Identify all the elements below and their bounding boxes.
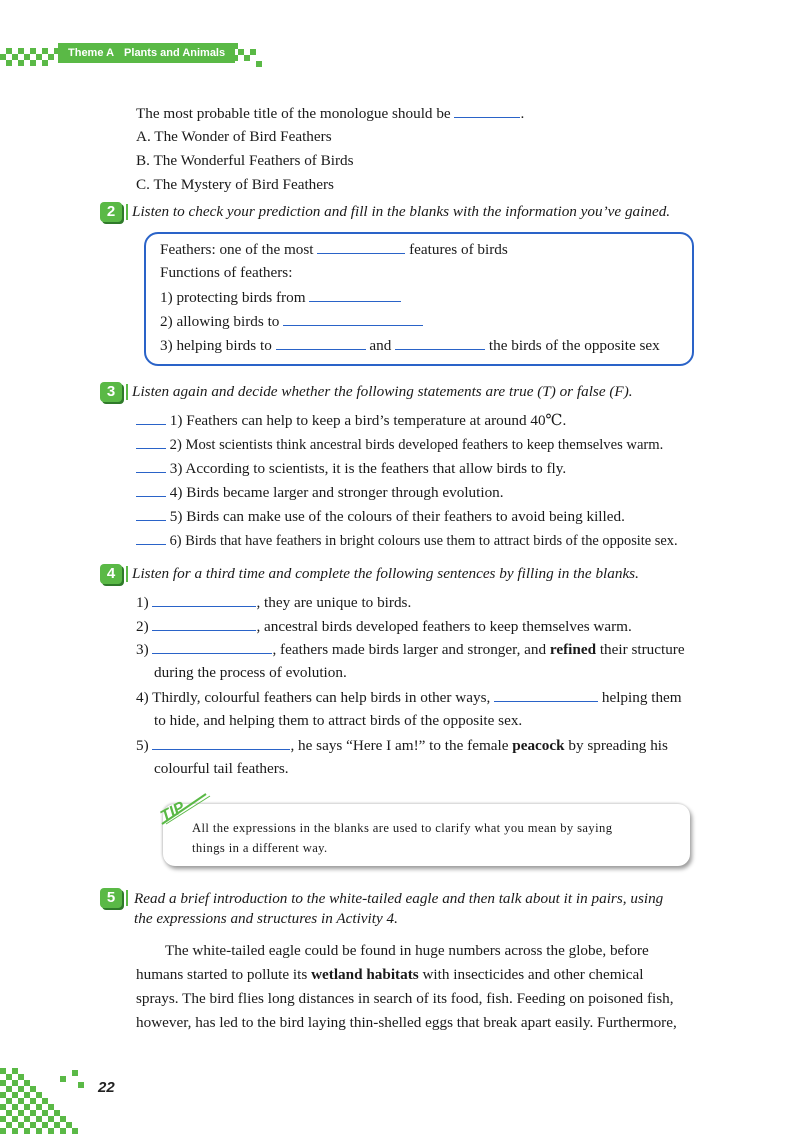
blank-s2[interactable] bbox=[152, 616, 256, 631]
activity-4-instruction: Listen for a third time and complete the following sentences by filling in the blanks. bbox=[132, 565, 639, 582]
activity-5-instruction-2: the expressions and structures in Activity 4. bbox=[134, 910, 398, 927]
statement-3: 3) According to scientists, it is the feathers that allow birds to fly. bbox=[136, 458, 566, 479]
paragraph-line-1: The white-tailed eagle could be found in huge numbers across the globe, before bbox=[165, 942, 649, 959]
footer-checker-pattern bbox=[0, 1062, 96, 1138]
statement-1: 1) Feathers can help to keep a bird’s temperature at around 40℃. bbox=[136, 410, 566, 431]
blank-help-2[interactable] bbox=[395, 335, 485, 350]
box-line-5: 3) helping birds to and the birds of the opposite sex bbox=[160, 337, 660, 354]
intro-option-c: C. The Mystery of Bird Feathers bbox=[136, 176, 334, 193]
paragraph-line-2: humans started to pollute its wetland habitats with insecticides and other chemical bbox=[136, 966, 644, 983]
sentence-5: 5) , he says “Here I am!” to the female peacock by spreading his bbox=[136, 737, 668, 754]
sentence-2: 2) , ancestral birds developed feathers to keep themselves warm. bbox=[136, 618, 632, 635]
tf-blank[interactable] bbox=[136, 434, 166, 449]
header-theme-label bbox=[58, 43, 235, 63]
intro-option-b: B. The Wonderful Feathers of Birds bbox=[136, 152, 354, 169]
box-line-3: 1) protecting birds from bbox=[160, 287, 401, 308]
tip-line-1: All the expressions in the blanks are used to clarify what you mean by saying bbox=[192, 821, 613, 835]
box-line-2: Functions of feathers: bbox=[160, 264, 293, 281]
activity-5-instruction-1: Read a brief introduction to the white-tailed eagle and then talk about it in pairs, using bbox=[134, 890, 664, 907]
activity-2-badge: 2 bbox=[100, 202, 122, 222]
paragraph-line-4: however, has led to the bird laying thin-shelled eggs that break apart easily. Furthermore, bbox=[136, 1014, 677, 1031]
tip-label: TIP bbox=[157, 798, 188, 826]
box-line-4: 2) allowing birds to bbox=[160, 311, 423, 332]
sentence-1: 1) , they are unique to birds. bbox=[136, 594, 412, 611]
activity-2-instruction: Listen to check your prediction and fill in the blanks with the information you’ve gained. bbox=[132, 203, 671, 220]
page-number: 22 bbox=[98, 1079, 115, 1096]
sentence-4: 4) Thirdly, colourful feathers can help birds in other ways, helping them bbox=[136, 689, 682, 706]
tf-blank[interactable] bbox=[136, 530, 166, 545]
statement-5: 5) Birds can make use of the colours of their feathers to avoid being killed. bbox=[136, 506, 625, 527]
blank-s1[interactable] bbox=[152, 592, 256, 607]
statement-6: 6) Birds that have feathers in bright colours use them to attract birds of the opposite sex. bbox=[136, 530, 678, 551]
tf-blank[interactable] bbox=[136, 506, 166, 521]
tf-blank[interactable] bbox=[136, 410, 166, 425]
answer-blank[interactable] bbox=[454, 103, 520, 118]
header-title: Plants and Animals bbox=[124, 47, 226, 59]
activity-4-badge: 4 bbox=[100, 564, 122, 584]
intro-question: The most probable title of the monologue should be . bbox=[136, 105, 525, 122]
statement-4: 4) Birds became larger and stronger through evolution. bbox=[136, 482, 504, 503]
tf-blank[interactable] bbox=[136, 458, 166, 473]
sentence-5-cont: colourful tail feathers. bbox=[154, 760, 289, 777]
intro-option-a: A. The Wonder of Bird Feathers bbox=[136, 128, 332, 145]
blank-help-1[interactable] bbox=[276, 335, 366, 350]
tf-blank[interactable] bbox=[136, 482, 166, 497]
blank-feature[interactable] bbox=[317, 239, 405, 254]
blank-protect[interactable] bbox=[309, 287, 401, 302]
sentence-4-cont: to hide, and helping them to attract birds of the opposite sex. bbox=[154, 712, 523, 729]
sentence-3-cont: during the process of evolution. bbox=[154, 664, 347, 681]
activity-3-badge: 3 bbox=[100, 382, 122, 402]
box-line-1: Feathers: one of the most features of birds bbox=[160, 241, 508, 258]
activity-3-instruction: Listen again and decide whether the following statements are true (T) or false (F). bbox=[132, 383, 633, 400]
header-theme: Theme A bbox=[68, 47, 115, 59]
paragraph-line-3: sprays. The bird flies long distances in search of its food, fish. Feeding on poisoned fish, bbox=[136, 990, 674, 1007]
activity-5-badge: 5 bbox=[100, 888, 122, 908]
blank-s3[interactable] bbox=[152, 639, 272, 654]
statement-2: 2) Most scientists think ancestral birds developed feathers to keep themselves warm. bbox=[136, 434, 663, 455]
blank-allow[interactable] bbox=[283, 311, 423, 326]
blank-s4[interactable] bbox=[494, 687, 598, 702]
sentence-3: 3) , feathers made birds larger and stronger, and refined their structure bbox=[136, 641, 685, 658]
blank-s5[interactable] bbox=[152, 735, 290, 750]
tip-line-2: things in a different way. bbox=[192, 841, 328, 855]
